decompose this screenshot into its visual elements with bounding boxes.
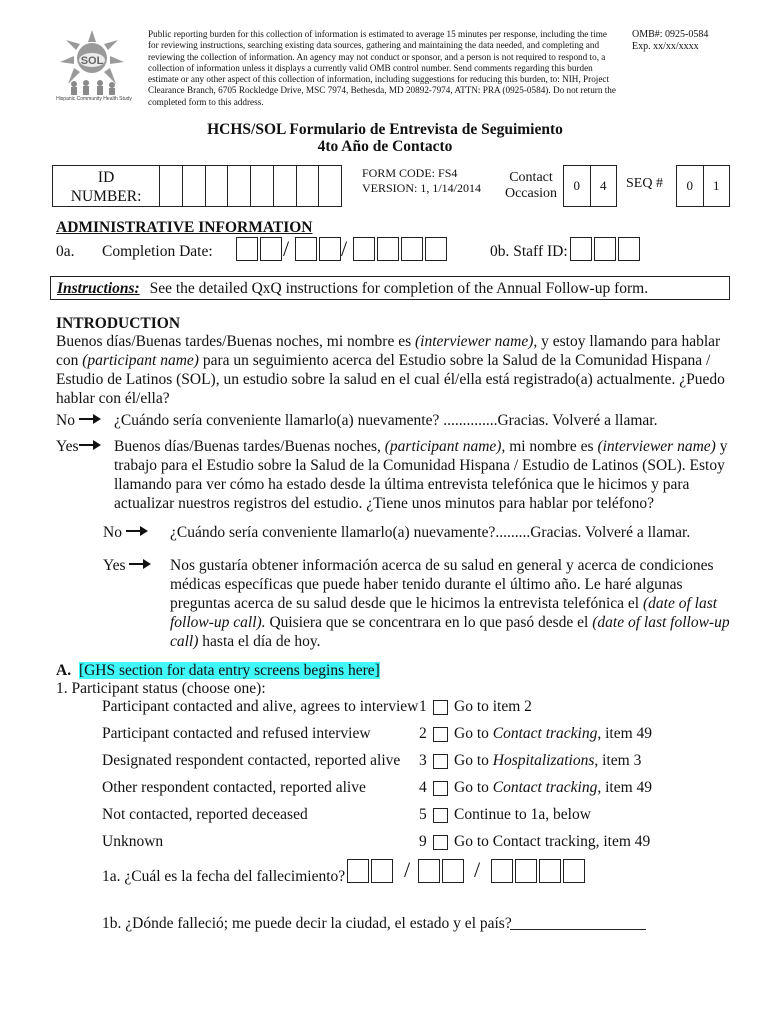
yes2-text: preguntas acerca de su salud desde que le hicimos la entrevista telefónica el (170, 595, 643, 612)
option-code: 9 (419, 833, 427, 850)
sun-logo-icon (56, 28, 128, 102)
id-digit-box[interactable] (160, 166, 183, 206)
sol-logo (56, 28, 128, 102)
death-year-field[interactable] (491, 859, 587, 883)
yes-text: mi nombre es (505, 438, 598, 455)
id-digit-box[interactable] (206, 166, 229, 206)
yes-placeholder: (interviewer name) (597, 438, 716, 455)
form-title: HCHS/SOL Formulario de Entrevista de Seguimiento (207, 121, 563, 138)
section-a-label: A. (56, 662, 72, 679)
goto-item: , item 49 (597, 725, 653, 742)
form-code: FORM CODE: FS4 (362, 166, 458, 180)
intro-text: para un seguimiento acerca del Estudio sobre la Salud de la Comunidad Hispana / (198, 352, 711, 369)
option-text: Participant contacted and refused interview (102, 725, 371, 742)
section-a-heading (56, 661, 380, 680)
death-location-input[interactable] (510, 929, 646, 930)
goto-target: Contact tracking (492, 725, 598, 742)
option-code: 1 (419, 698, 427, 715)
staff-id-field[interactable] (570, 237, 642, 261)
option-goto (454, 751, 641, 770)
yes2-branch-text (170, 556, 735, 651)
intro-text: Buenos días/Buenas tardes/Buenas noches, mi nombre es (56, 333, 416, 350)
yes-text: y (715, 438, 728, 455)
contact-occasion-field (563, 165, 617, 207)
seq-digit: 1 (713, 178, 720, 193)
death-month-field[interactable] (347, 859, 395, 883)
svg-text:SOL: SOL (80, 55, 104, 67)
yes2-line (170, 632, 735, 651)
yes-placeholder: (participant name), (384, 438, 506, 455)
yes2-line (170, 613, 735, 632)
goto-text: Go to Contact tracking, item 49 (454, 833, 651, 850)
id-label-line2: NUMBER: (70, 188, 142, 205)
yes-line: trabajo para el Estudio sobre la Salud de la Comunidad Hispana / Estudio de Latinos (SOL). Estoy (114, 457, 725, 474)
yes2-placeholder: (date of last (643, 595, 718, 612)
q0b-label: 0b. Staff ID: (490, 243, 568, 260)
option-goto (454, 724, 652, 743)
date-slash: / (404, 857, 411, 882)
omb-expiration: Exp. xx/xx/xxxx (632, 41, 699, 52)
yes-text: Buenos días/Buenas tardes/Buenas noches, (114, 438, 385, 455)
id-digit-box[interactable] (228, 166, 251, 206)
q0a-label: Completion Date: (102, 243, 213, 260)
goto-text: Go to (454, 779, 493, 796)
yes-line: llamando para ver cómo ha estado desde la última entrevista telefónica que le hicimos y para (114, 476, 690, 493)
option-checkbox[interactable] (433, 835, 448, 850)
yes2-line: médicas específicas que puede haber tenido durante el último año. Le haré algunas (170, 576, 683, 593)
yes2-branch-label (103, 556, 151, 575)
instructions-text: See the detailed QxQ instructions for completion of the Annual Follow-up form. (149, 280, 649, 297)
id-digit-box[interactable] (319, 166, 341, 206)
completion-day-field[interactable] (295, 237, 343, 261)
option-text: Designated respondent contacted, reported alive (102, 752, 401, 769)
yes-branch-text (114, 437, 734, 513)
yes2-line (170, 594, 735, 613)
seq-digit: 0 (677, 166, 704, 206)
option-code: 2 (419, 725, 427, 742)
option-checkbox[interactable] (433, 754, 448, 769)
id-digit-box[interactable] (297, 166, 320, 206)
form-code-block (362, 166, 481, 196)
instructions-box (50, 276, 730, 300)
option-goto (454, 697, 532, 716)
no2-branch-text: ¿Cuándo sería conveniente llamarlo(a) nuevamente?.........Gracias. Volveré a llamar. (170, 524, 691, 541)
option-checkbox[interactable] (433, 700, 448, 715)
right-arrow-icon (79, 440, 101, 450)
option-goto (454, 805, 591, 824)
option-text: Participant contacted and alive, agrees to interview (102, 698, 419, 715)
right-arrow-icon (126, 526, 148, 536)
goto-text: Go to (454, 752, 493, 769)
yes-line (114, 437, 734, 456)
id-number-field (52, 165, 342, 207)
goto-text: Go to item 2 (454, 698, 532, 715)
option-checkbox[interactable] (433, 727, 448, 742)
completion-month-field[interactable] (236, 237, 284, 261)
option-text: Other respondent contacted, reported alive (102, 779, 366, 796)
id-label-line1: ID (97, 169, 115, 186)
yes2-text: hasta el día de hoy. (198, 633, 321, 650)
yes2-placeholder: (date of last follow-up (592, 614, 730, 631)
instructions-label: Instructions: (57, 280, 140, 297)
intro-text: y estoy llamando para hablar (537, 333, 721, 350)
contact-occasion-label (503, 170, 559, 202)
option-text: Not contacted, reported deceased (102, 806, 308, 823)
contact-label-line2: Occasion (504, 186, 558, 201)
section-a-highlight: [GHS section for data entry screens begins here] (78, 662, 380, 679)
burden-statement: Public reporting burden for this collection of information is estimated to average 15 minutes per response, including the time for reviewing instructions, searching existing data sources, gathering and maintaining the data needed, and completing and reviewing the collection of information. An agency may not conduct or sponsor, and a person is not required to respond to, a collection of information unless it displays a currently valid OMB control number. Send comments regarding this burden estimate or any other aspect of this collection of information, including suggestions for reducing this burden, to: NIH, Project Clearance Branch, 6705 Rockledge Drive, MSC 7974, Bethesda, MD 20892-7974, ATTN: PRA (0925-0584). Do not return the completed form to this address. (148, 29, 616, 107)
logo-caption: Hispanic Community Health Study (56, 96, 132, 102)
id-digit-box[interactable] (274, 166, 297, 206)
intro-heading: INTRODUCTION (56, 315, 181, 332)
question-1b: 1b. ¿Dónde falleció; me puede decir la ciudad, el estado y el país? (102, 915, 512, 932)
option-code: 5 (419, 806, 427, 823)
goto-item: , item 3 (594, 752, 642, 769)
intro-line: hablar con él/ella? (56, 390, 170, 407)
yes2-placeholder: call) (170, 633, 199, 650)
no-branch-text: ¿Cuándo sería conveniente llamarlo(a) nuevamente? ..............Gracias. Volveré a llamar. (114, 412, 658, 429)
no2-label: No (103, 524, 122, 541)
id-digit-box[interactable] (251, 166, 274, 206)
omb-number: OMB#: 0925-0584 (632, 29, 709, 40)
intro-placeholder: (interviewer name), (415, 333, 538, 350)
yes2-placeholder: follow-up call). (170, 614, 266, 631)
date-slash: / (341, 236, 348, 261)
yes-label: Yes (56, 438, 79, 455)
intro-paragraph (56, 332, 746, 408)
goto-target: Hospitalizations (492, 752, 595, 769)
omb-block (632, 29, 708, 53)
id-digit-box[interactable] (183, 166, 206, 206)
form-subtitle: 4to Año de Contacto (317, 138, 453, 155)
goto-target: Contact tracking (492, 779, 598, 796)
contact-label-line1: Contact (509, 170, 553, 185)
goto-text: Go to (454, 725, 493, 742)
id-number-label (53, 166, 160, 206)
option-code: 3 (419, 752, 427, 769)
contact-digit: 0 (564, 166, 591, 206)
no-label: No (56, 412, 75, 429)
option-goto (454, 832, 650, 851)
q0a-number: 0a. (56, 243, 75, 260)
intro-text: con (56, 352, 83, 369)
yes2-line: Nos gustaría obtener información acerca de su salud en general y acerca de condiciones (170, 557, 714, 574)
seq-field (676, 165, 730, 207)
yes2-label: Yes (103, 557, 126, 574)
contact-digit: 4 (600, 178, 607, 193)
right-arrow-icon (129, 559, 151, 569)
yes2-text: Quisiera que se concentrara en lo que pasó desde el (265, 614, 593, 631)
option-text: Unknown (102, 833, 164, 850)
question-1: 1. Participant status (choose one): (56, 680, 266, 697)
option-goto (454, 778, 652, 797)
death-day-field[interactable] (418, 859, 466, 883)
form-version: VERSION: 1, 1/14/2014 (362, 181, 482, 195)
no2-branch-label (103, 523, 148, 542)
goto-text: Continue to 1a, below (454, 806, 591, 823)
intro-line (56, 351, 746, 370)
option-code: 4 (419, 779, 427, 796)
right-arrow-icon (79, 414, 101, 424)
yes-branch-label (56, 437, 101, 456)
admin-heading: ADMINISTRATIVE INFORMATION (56, 219, 313, 236)
no-branch-label (56, 411, 101, 430)
date-slash: / (474, 857, 481, 882)
intro-line (56, 332, 746, 351)
option-checkbox[interactable] (433, 808, 448, 823)
question-1a: 1a. ¿Cuál es la fecha del fallecimiento? (102, 868, 346, 885)
completion-year-field[interactable] (353, 237, 449, 261)
intro-placeholder: (participant name) (82, 352, 199, 369)
seq-label: SEQ # (626, 176, 663, 191)
option-checkbox[interactable] (433, 781, 448, 796)
yes-line: actualizar nuestros registros del estudio. ¿Tiene unos minutos para hablar por teléfono? (114, 495, 655, 512)
date-slash: / (283, 236, 290, 261)
intro-line: Estudio de Latinos (SOL), un estudio sobre la salud en el cual él/ella está registrado(a) actualmente. ¿Puedo (56, 371, 725, 388)
goto-item: , item 49 (597, 779, 653, 796)
